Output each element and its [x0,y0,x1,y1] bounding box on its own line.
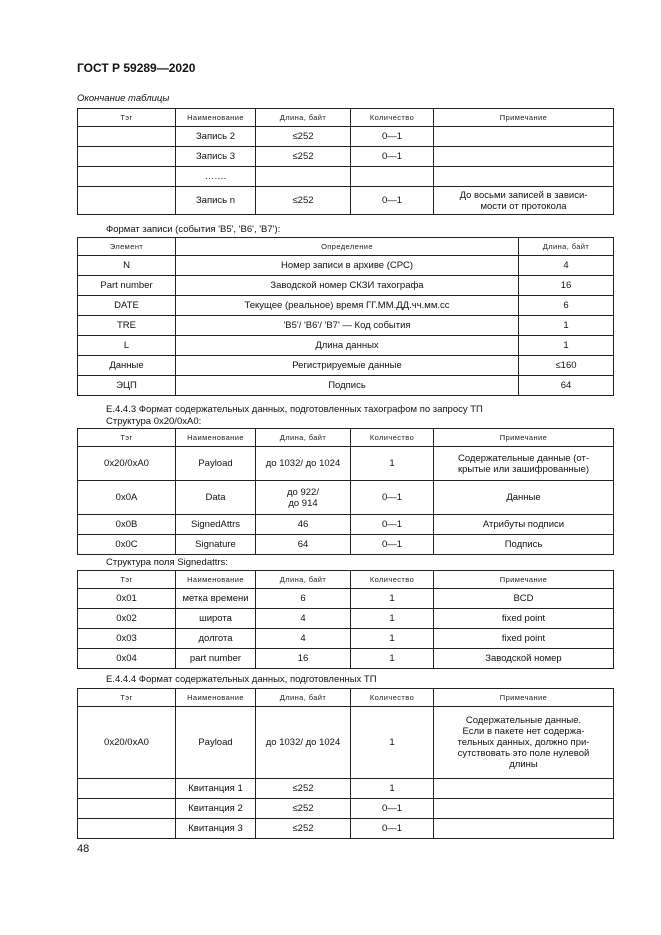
table-cell: Данные [78,356,176,376]
table-cell: 0—1 [351,515,434,535]
table-row [78,779,614,799]
table-cell: Заводской номер СКЗИ тахографа [176,276,519,296]
table-row [78,649,614,669]
table-cell: Квитанция 1 [176,779,256,799]
table-row [78,589,614,609]
table-cell: долгота [176,629,256,649]
table-cell: 0x0B [78,515,176,535]
column-header: Элемент [78,238,176,256]
table-cell: 64 [256,535,351,555]
table-cell: 0—1 [351,535,434,555]
column-header: Примечание [434,689,614,707]
table-cell: 1 [351,649,434,669]
table-cell: 6 [519,296,614,316]
table-cell: 0x01 [78,589,176,609]
table-cell: до 1032/ до 1024 [256,707,351,779]
table-cell: Подпись [176,376,519,396]
table-cell: 0x04 [78,649,176,669]
table-row [78,629,614,649]
table-cell: ≤252 [256,127,351,147]
table-row [78,535,614,555]
table-cell [78,147,176,167]
table-cell: 1 [519,316,614,336]
table-cell: Текущее (реальное) время ГГ.ММ.ДД.чч.мм.сс [176,296,519,316]
table-cell: Квитанция 3 [176,819,256,839]
table-header-row [78,571,614,589]
table-cell: 16 [256,649,351,669]
table-cell: 0x03 [78,629,176,649]
column-header: Наименование [176,429,256,447]
table-cell [78,167,176,187]
table-cell: Регистрируемые данные [176,356,519,376]
table-cell: L [78,336,176,356]
table-cell: ≤252 [256,187,351,215]
table-cell: Запись 2 [176,127,256,147]
table-cell: 0—1 [351,147,434,167]
column-header: Количество [351,429,434,447]
table-cell: Data [176,481,256,515]
table-row [78,481,614,515]
table-cell: Запись 3 [176,147,256,167]
table4-caption: Структура поля Signedattrs: [106,557,228,568]
column-header: Длина, байт [256,571,351,589]
table-cell: Signature [176,535,256,555]
table-row [78,336,614,356]
column-header: Длина, байт [256,429,351,447]
table-cell [78,187,176,215]
table-cell: Подпись [434,535,614,555]
table-cell: метка времени [176,589,256,609]
table-cell: 0—1 [351,799,434,819]
column-header: Примечание [434,429,614,447]
table-cell: Длина данных [176,336,519,356]
table-cell: ≤252 [256,799,351,819]
table-cell: 16 [519,276,614,296]
table-cell: Payload [176,707,256,779]
table-cell [256,167,351,187]
table-row [78,515,614,535]
table-cell: 1 [351,589,434,609]
table-cell: 1 [351,707,434,779]
table-cell: 0x20/0xA0 [78,447,176,481]
table-row [78,147,614,167]
table-row [78,376,614,396]
table-record-format [77,237,614,396]
column-header: Наименование [176,571,256,589]
section-e443-heading: Е.4.4.3 Формат содержательных данных, подготовленных тахографом по запросу ТП [106,404,483,415]
table-cell: Квитанция 2 [176,799,256,819]
table-cell: ≤252 [256,779,351,799]
table-cell: ……. [176,167,256,187]
table-cell: TRE [78,316,176,336]
table-cell [434,819,614,839]
table-cell: part number [176,649,256,669]
column-header: Примечание [434,571,614,589]
table-cell [78,819,176,839]
table-tp-data [77,688,614,839]
column-header: Примечание [434,109,614,127]
table-row [78,707,614,779]
column-header: Тэг [78,689,176,707]
column-header: Наименование [176,109,256,127]
table-header-row [78,429,614,447]
table-cell: ≤252 [256,819,351,839]
table-cell: 0x0A [78,481,176,515]
table-cell: SignedAttrs [176,515,256,535]
table-cell: до 1032/ до 1024 [256,447,351,481]
table3-caption: Структура 0x20/0xA0: [106,416,202,427]
table-cell: Заводской номер [434,649,614,669]
table-row [78,609,614,629]
table-cell: Атрибуты подписи [434,515,614,535]
table-cell: 6 [256,589,351,609]
table-cell [434,799,614,819]
table-cell [351,167,434,187]
column-header: Длина, байт [256,109,351,127]
table-cell: широта [176,609,256,629]
table-cell: 4 [256,609,351,629]
table-cell: Содержательные данные (от- крытые или зашифрованные) [434,447,614,481]
table-cell: Payload [176,447,256,481]
table-cell: fixed point [434,609,614,629]
table-cell: N [78,256,176,276]
table-cell: DATE [78,296,176,316]
table-row [78,296,614,316]
table-cell: до 922/ до 914 [256,481,351,515]
column-header: Количество [351,689,434,707]
column-header: Тэг [78,571,176,589]
table2-caption: Формат записи (события 'B5', 'B6', 'B7'): [106,224,281,235]
document-title: ГОСТ Р 59289—2020 [77,61,196,75]
table-cell: 0—1 [351,819,434,839]
table-cell [78,779,176,799]
table-header-row [78,238,614,256]
table-cell: До восьми записей в зависи- мости от протокола [434,187,614,215]
table-cell: 0x0C [78,535,176,555]
table1-caption: Окончание таблицы [77,93,170,104]
table-cell: BCD [434,589,614,609]
column-header: Длина, байт [519,238,614,256]
table-cell: 1 [351,779,434,799]
table-row [78,187,614,215]
table-cell: 0—1 [351,481,434,515]
table-row [78,799,614,819]
table-cell: 46 [256,515,351,535]
page-number: 48 [77,843,90,855]
table-cell: ЭЦП [78,376,176,396]
table-row [78,356,614,376]
table-cell: 1 [351,447,434,481]
table-cell: 0x20/0xA0 [78,707,176,779]
table-cell [434,779,614,799]
table-row [78,447,614,481]
table-cell [434,127,614,147]
table-cell: fixed point [434,629,614,649]
column-header: Количество [351,571,434,589]
table-cell: 0—1 [351,127,434,147]
table-cell: 64 [519,376,614,396]
table-row [78,167,614,187]
table-cell [434,167,614,187]
table-header-row [78,109,614,127]
column-header: Определение [176,238,519,256]
table-row [78,256,614,276]
column-header: Количество [351,109,434,127]
table-signedattrs [77,570,614,669]
table-cell: ≤252 [256,147,351,167]
table-cell: 1 [351,629,434,649]
table-cell: 0x02 [78,609,176,629]
table-row [78,819,614,839]
column-header: Наименование [176,689,256,707]
table-cell: Данные [434,481,614,515]
table-cell: Номер записи в архиве (СРС) [176,256,519,276]
table-cell [78,799,176,819]
table-cell: 'B5'/ 'B6'/ 'B7' — Код события [176,316,519,336]
table-row [78,127,614,147]
table-cell [78,127,176,147]
table-cell: 1 [519,336,614,356]
column-header: Тэг [78,109,176,127]
table-continuation [77,108,614,215]
table-structure-0x20 [77,428,614,555]
table-cell: 4 [256,629,351,649]
table-cell: Содержательные данные. Если в пакете нет содержа- тельных данных, должно при- сутствовать это поле нулевой длины [434,707,614,779]
table-header-row [78,689,614,707]
table-cell: 1 [351,609,434,629]
column-header: Длина, байт [256,689,351,707]
table-row [78,316,614,336]
table-cell [434,147,614,167]
column-header: Тэг [78,429,176,447]
table-row [78,276,614,296]
table-cell: ≤160 [519,356,614,376]
table-cell: 4 [519,256,614,276]
table-cell: Part number [78,276,176,296]
table-cell: Запись n [176,187,256,215]
section-e444-heading: Е.4.4.4 Формат содержательных данных, подготовленных ТП [106,674,377,685]
table-cell: 0—1 [351,187,434,215]
